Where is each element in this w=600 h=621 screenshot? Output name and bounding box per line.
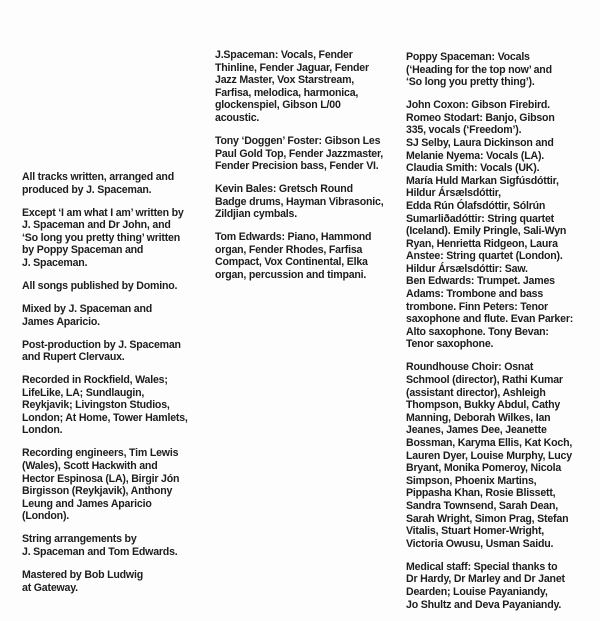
credit-line: Recording engineers, Tim Lewis: [22, 447, 179, 460]
credit-paragraph: [22, 374, 204, 437]
column-band-instruments: [215, 49, 399, 282]
credit-paragraph: [22, 533, 204, 558]
credit-line: Bossman, Karyma Ellis, Kat Koch,: [406, 437, 573, 449]
credit-line: Romeo Stodart: Banjo, Gibson: [406, 111, 555, 124]
credit-line: All tracks written, arranged and: [22, 171, 174, 183]
credit-line: Sarah Wright, Simon Prag, Stefan: [406, 512, 569, 525]
column-production-credits: [22, 171, 204, 594]
credit-line: Birgisson (Reykjavik), Anthony: [22, 485, 173, 498]
credit-line: Manning, Deborah Wilkes, Ian: [406, 411, 551, 424]
credit-paragraph: [406, 51, 590, 89]
credit-paragraph: [22, 339, 204, 364]
credit-line: trombone. Finn Peters: Tenor: [406, 300, 548, 313]
credit-line: Badge drums, Hayman Vibrasonic,: [215, 195, 384, 208]
credit-line: organ, Fender Rhodes, Farfisa: [215, 243, 363, 256]
credit-line: (‘Heading for the top now’ and: [406, 63, 552, 76]
credit-line: Zildjian cymbals.: [215, 208, 297, 221]
credit-line: at Gateway.: [22, 581, 78, 594]
credit-paragraph: [22, 207, 204, 270]
credit-line: Poppy Spaceman: Vocals: [406, 51, 530, 63]
credit-paragraph: [215, 135, 399, 173]
credit-line: Adams: Trombone and bass: [406, 288, 544, 301]
credit-paragraph: [406, 99, 590, 351]
credit-line: Sandra Townsend, Sarah Dean,: [406, 499, 558, 512]
credit-line: Tenor saxophone.: [406, 338, 494, 351]
credit-line: Roundhouse Choir: Osnat: [406, 361, 534, 374]
credit-line: (Wales), Scott Hackwith and: [22, 460, 158, 473]
credit-line: (assistant director), Ashleigh: [406, 386, 546, 399]
credit-paragraph: [406, 361, 590, 550]
credit-line: Thompson, Bukky Abdul, Cathy: [406, 399, 561, 412]
credit-line: Dearden; Louise Payaniandy,: [406, 585, 548, 598]
credit-paragraph: [22, 303, 204, 328]
credit-line: glockenspiel, Gibson L/00: [215, 99, 341, 112]
credit-line: Thinline, Fender Jaguar, Fender: [215, 61, 369, 74]
credit-line: saxophone and flute. Evan Parker:: [406, 313, 574, 326]
credit-line: Schmool (director), Rathi Kumar: [406, 374, 563, 387]
credit-line: SJ Selby, Laura Dickinson and: [406, 136, 554, 149]
credit-line: John Coxon: Gibson Firebird.: [406, 99, 550, 112]
credit-line: Alto saxophone. Tony Bevan:: [406, 325, 549, 338]
credit-line: (London).: [22, 510, 70, 523]
credit-line: Hildur Ársælsdóttir: Saw.: [406, 262, 528, 275]
credit-line: Jo Shultz and Deva Payaniandy.: [406, 598, 562, 611]
credit-line: Reykjavik; Livingston Studios,: [22, 399, 170, 412]
credit-paragraph: [406, 561, 590, 611]
credit-line: Post-production by J. Spaceman: [22, 338, 181, 351]
credit-line: Tom Edwards: Piano, Hammond: [215, 231, 372, 244]
credit-line: María Huld Markan Sigfúsdóttir,: [406, 174, 559, 187]
credit-line: All songs published by Domino.: [22, 279, 178, 292]
credit-line: Medical staff: Special thanks to: [406, 560, 558, 573]
credit-line: Paul Gold Top, Fender Jazzmaster,: [215, 147, 384, 160]
credit-line: London.: [22, 424, 63, 437]
credit-line: 335, vocals (‘Freedom’).: [406, 124, 522, 137]
credit-line: Vitalis, Stuart Homer-Wright,: [406, 525, 545, 538]
credit-paragraph: [215, 183, 399, 221]
credit-line: Farfisa, melodica, harmonica,: [215, 86, 359, 99]
credit-line: J. Spaceman.: [22, 256, 88, 269]
credit-line: Melanie Nyema: Vocals (LA).: [406, 149, 545, 162]
credit-line: J. Spaceman and Tom Edwards.: [22, 545, 178, 558]
credit-line: Tony ‘Doggen’ Foster: Gibson Les: [215, 134, 381, 147]
credit-paragraph: [215, 49, 399, 125]
credit-paragraph: [215, 231, 399, 281]
credit-line: James Aparicio.: [22, 315, 100, 328]
credit-line: Except ‘I am what I am’ written by: [22, 206, 184, 219]
credit-line: Compact, Vox Continental, Elka: [215, 256, 368, 269]
credit-line: Hildur Ársælsdóttir,: [406, 187, 501, 200]
credit-paragraph: [22, 280, 204, 293]
credit-line: Jeanes, James Dee, Jeanette: [406, 424, 547, 437]
credit-line: and Rupert Clervaux.: [22, 351, 125, 364]
credit-line: (Iceland). Emily Pringle, Sali-Wyn: [406, 225, 567, 238]
column-guest-musicians: [406, 51, 590, 611]
credit-line: Dr Hardy, Dr Marley and Dr Janet: [406, 573, 565, 586]
credit-line: ‘So long you pretty thing’ written: [22, 231, 180, 244]
credit-line: J.Spaceman: Vocals, Fender: [215, 49, 353, 61]
credit-line: Recorded in Rockfield, Wales;: [22, 374, 168, 387]
credit-line: Ryan, Henrietta Ridgeon, Laura: [406, 237, 558, 250]
credit-line: Bryant, Monika Pomeroy, Nicola: [406, 462, 562, 475]
credit-line: J. Spaceman and Dr John, and: [22, 219, 171, 232]
credit-line: Hector Espinosa (LA), Birgir Jón: [22, 472, 180, 485]
credit-paragraph: [22, 171, 204, 196]
credit-line: Fender Precision bass, Fender VI.: [215, 160, 379, 173]
credit-line: organ, percussion and timpani.: [215, 269, 367, 282]
credit-line: Mastered by Bob Ludwig: [22, 568, 143, 581]
credit-line: Lauren Dyer, Louise Murphy, Lucy: [406, 449, 572, 462]
credit-line: London; At Home, Tower Hamlets,: [22, 411, 188, 424]
credit-line: Anstee: String quartet (London).: [406, 250, 563, 263]
credit-line: Edda Rún Ólafsdóttir, Sólrún: [406, 199, 546, 212]
credit-line: Simpson, Phoenix Martins,: [406, 474, 537, 487]
credit-line: Mixed by J. Spaceman and: [22, 302, 153, 315]
credit-line: by Poppy Spaceman and: [22, 244, 144, 257]
credit-line: acoustic.: [215, 111, 260, 124]
credit-line: Kevin Bales: Gretsch Round: [215, 183, 353, 196]
credit-line: String arrangements by: [22, 533, 137, 546]
credit-line: Sumarliðadóttir: String quartet: [406, 212, 555, 225]
credit-line: Victoria Owusu, Usman Saidu.: [406, 537, 554, 550]
credit-paragraph: [22, 569, 204, 594]
credit-line: Ben Edwards: Trumpet. James: [406, 275, 555, 288]
credit-line: produced by J. Spaceman.: [22, 183, 152, 196]
credit-line: ‘So long you pretty thing’).: [406, 76, 535, 89]
credit-paragraph: [22, 447, 204, 523]
credit-line: Jazz Master, Vox Starstream,: [215, 74, 355, 87]
credit-line: Claudia Smith: Vocals (UK).: [406, 162, 540, 175]
credit-line: Pippasha Khan, Rosie Blissett,: [406, 487, 556, 500]
credit-line: Leung and James Aparicio: [22, 497, 152, 510]
credit-line: LifeLike, LA; Sundlaugin,: [22, 386, 145, 399]
